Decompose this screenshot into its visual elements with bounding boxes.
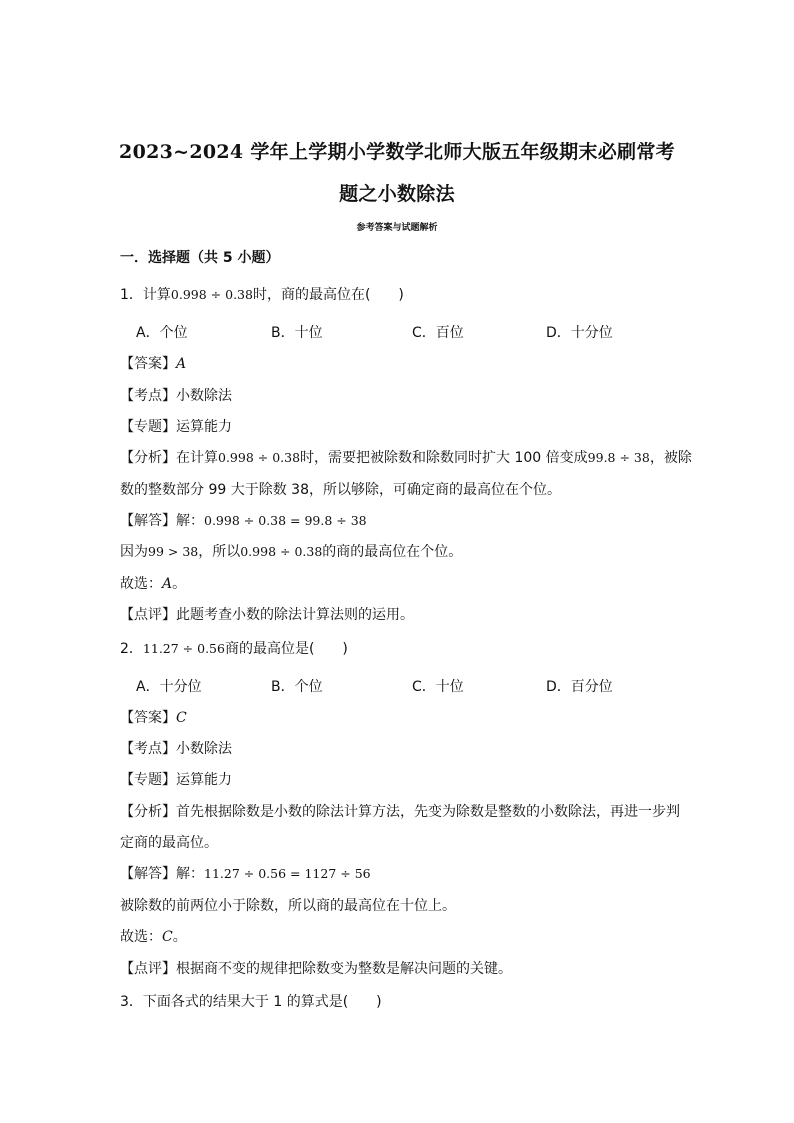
q2-stem	[120, 638, 348, 658]
q1-analysis-line-2: 数的整数部分 99 大于除数 38，所以够除，可确定商的最高位在个位。	[120, 482, 561, 498]
q2-option-d: D．百分位	[546, 679, 613, 695]
q2-choose-value: C	[162, 929, 173, 945]
solution-label: 【解答】	[120, 866, 176, 882]
q1-point	[120, 385, 232, 405]
q1-choose-suffix: 。	[172, 576, 187, 592]
q2-reason: 被除数的前两位小于除数，所以商的最高位在十位上。	[120, 898, 456, 914]
q2-choose	[120, 926, 187, 946]
q1-comment	[120, 604, 414, 624]
q1-choose	[120, 573, 186, 593]
q1-analysis-math-2: 99.8 ÷ 38	[587, 450, 650, 465]
q2-topic-value: 运算能力	[176, 772, 232, 788]
title-line-1: 2023~2024 学年上学期小学数学北师大版五年级期末必刷常考	[119, 141, 675, 163]
q1-stem-math: 0.998 ÷ 0.38	[170, 287, 253, 302]
q1-stem-prefix: 1．计算	[120, 287, 171, 303]
title-line-2: 题之小数除法	[339, 183, 455, 205]
q2-topic	[120, 769, 232, 789]
q1-point-value: 小数除法	[176, 388, 232, 404]
q1-solution-math: 0.998 ÷ 0.38 = 99.8 ÷ 38	[204, 513, 367, 528]
q1-because	[120, 541, 462, 561]
q3-stem: 3．下面各式的结果大于 1 的算式是( )	[120, 994, 382, 1010]
q2-choose-prefix: 故选：	[120, 929, 162, 945]
q1-answer	[120, 353, 186, 373]
q1-analysis-math-1: 0.998 ÷ 0.38	[218, 450, 301, 465]
answer-label: 【答案】	[120, 356, 176, 372]
q1-choose-prefix: 故选：	[120, 576, 162, 592]
q2-comment-value: 根据商不变的规律把除数变为整数是解决问题的关键。	[176, 961, 512, 977]
q1-because-a: 因为	[120, 544, 148, 560]
q1-solution-prefix: 解：	[176, 513, 204, 529]
q1-stem	[120, 284, 404, 304]
q2-analysis-line-1	[120, 801, 680, 821]
section-heading: 一．选择题（共 5 小题）	[120, 250, 280, 266]
q2-answer	[120, 707, 187, 727]
q1-because-math-1: 99 > 38	[148, 544, 199, 559]
q2-stem-prefix: 2．	[120, 641, 143, 657]
q2-analysis-line-1-text: 首先根据除数是小数的除法计算方法，先变为除数是整数的小数除法，再进一步判	[176, 804, 680, 820]
q2-stem-suffix: 商的最高位是( )	[224, 641, 348, 657]
point-label: 【考点】	[120, 388, 176, 404]
q1-topic	[120, 416, 232, 436]
q1-option-c: C．百位	[412, 325, 464, 341]
q1-stem-suffix: 时，商的最高位在( )	[252, 287, 404, 303]
q2-option-a: A．十分位	[136, 679, 202, 695]
q2-analysis-line-2: 定商的最高位。	[120, 835, 218, 851]
q1-analysis-c: ，被除	[649, 450, 692, 466]
analysis-label: 【分析】	[120, 450, 176, 466]
q1-analysis-line-1	[120, 447, 692, 467]
q2-point	[120, 738, 232, 758]
comment-label: 【点评】	[120, 607, 176, 623]
q1-because-c: 的商的最高位在个位。	[322, 544, 463, 560]
q1-choose-value: A	[162, 576, 173, 592]
topic-label: 【专题】	[120, 772, 176, 788]
analysis-label: 【分析】	[120, 804, 176, 820]
q2-solution	[120, 863, 371, 883]
q1-because-b: ，所以	[198, 544, 241, 560]
q2-solution-prefix: 解：	[176, 866, 204, 882]
q1-analysis-a: 在计算	[176, 450, 218, 466]
q1-option-b: B．十位	[271, 325, 323, 341]
q2-choose-suffix: 。	[172, 929, 187, 945]
q2-option-c: C．十位	[412, 679, 464, 695]
q1-because-math-2: 0.998 ÷ 0.38	[240, 544, 323, 559]
q2-solution-math: 11.27 ÷ 0.56 = 1127 ÷ 56	[204, 866, 371, 881]
q2-option-b: B．个位	[271, 679, 323, 695]
q2-answer-value: C	[176, 710, 187, 726]
solution-label: 【解答】	[120, 513, 176, 529]
q2-point-value: 小数除法	[176, 741, 232, 757]
point-label: 【考点】	[120, 741, 176, 757]
q1-answer-value: A	[176, 356, 187, 372]
q1-option-a: A．个位	[136, 325, 188, 341]
topic-label: 【专题】	[120, 419, 176, 435]
q1-topic-value: 运算能力	[176, 419, 232, 435]
q1-comment-value: 此题考查小数的除法计算法则的运用。	[176, 607, 414, 623]
q2-comment	[120, 958, 512, 978]
answer-label: 【答案】	[120, 710, 176, 726]
q2-stem-math: 11.27 ÷ 0.56	[142, 641, 225, 656]
q1-solution	[120, 510, 367, 530]
q1-option-d: D．十分位	[546, 325, 613, 341]
q1-analysis-b: 时，需要把被除数和除数同时扩大 100 倍变成	[300, 450, 588, 466]
subtitle: 参考答案与试题解析	[356, 223, 438, 233]
comment-label: 【点评】	[120, 961, 176, 977]
